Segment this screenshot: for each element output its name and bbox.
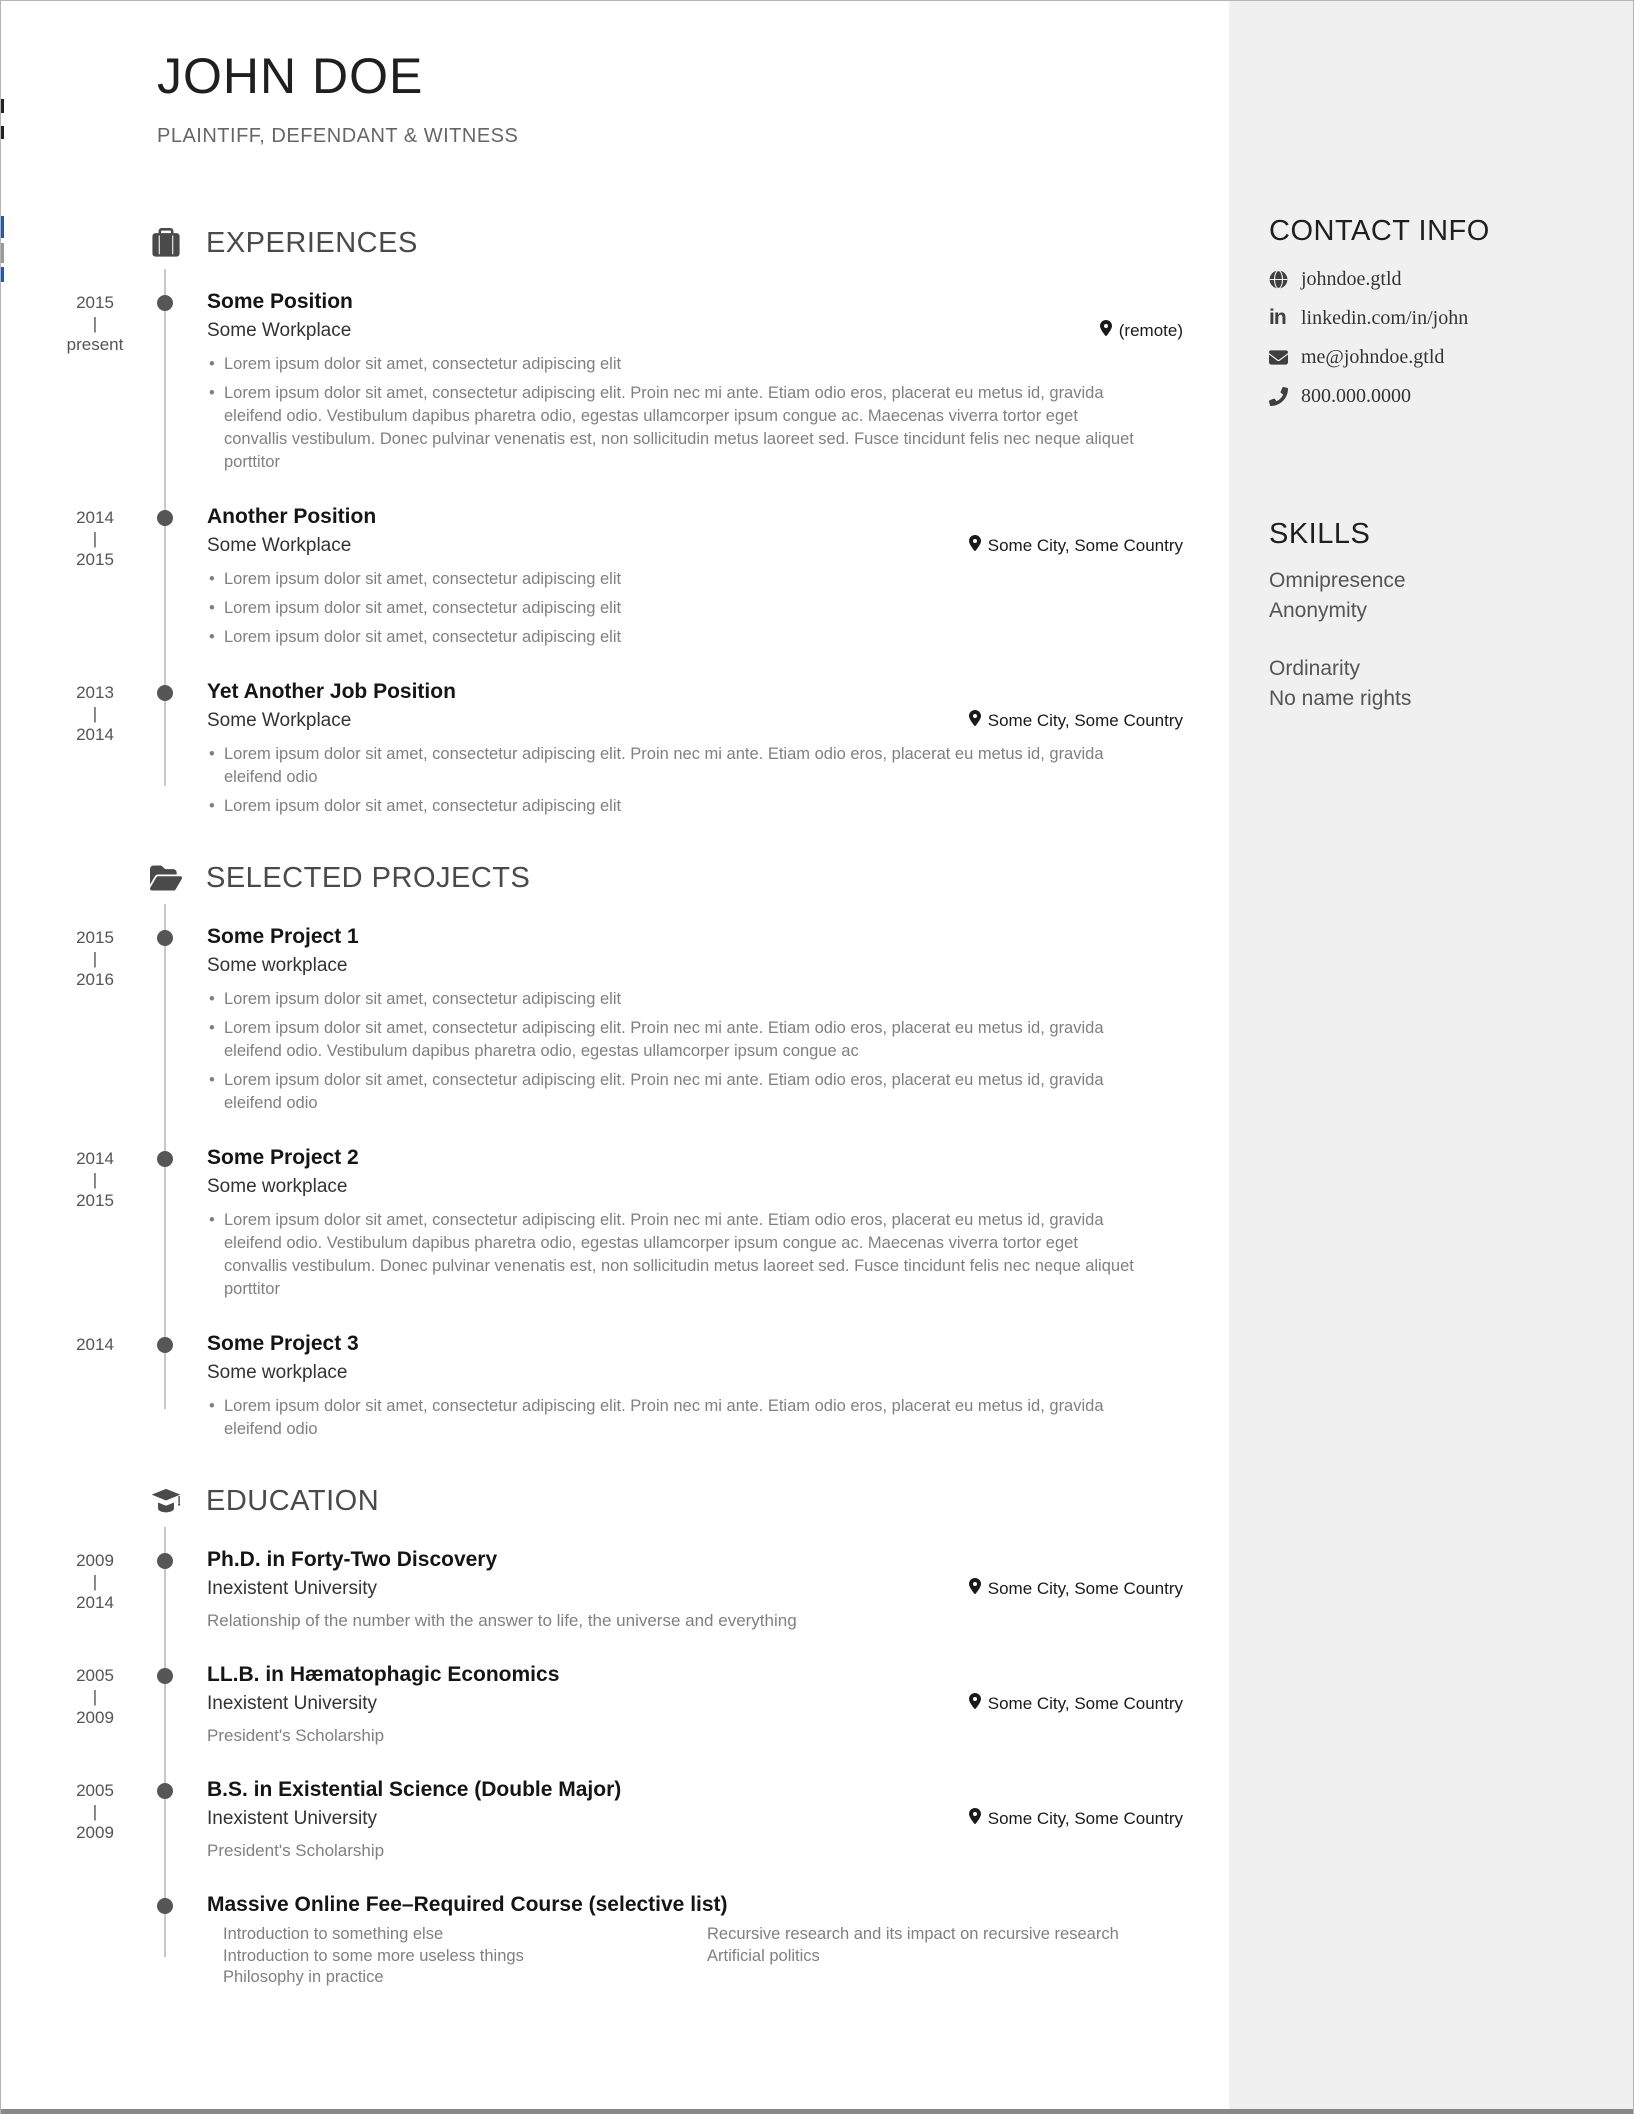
skills-block [1269,516,1603,714]
entry-date: 2014 [76,1593,114,1612]
entry-organization: Some Workplace [207,535,352,556]
entry-bullets [207,1395,1142,1441]
entry-bullets [207,988,1142,1115]
entry-location [969,534,1183,558]
section-header [149,1481,1183,1521]
sidebar [1229,1,1633,2114]
section-education [1,1481,1183,1989]
graduation-cap-icon [149,1484,183,1518]
date-separator: | [92,1802,98,1821]
timeline-entry [1,679,1183,818]
entry-location-text: Some City, Some Country [987,711,1183,730]
map-pin-icon [1100,319,1119,343]
entry-location-text: (remote) [1118,321,1183,340]
entry-date: 2009 [76,1823,114,1842]
entry-location-text: Some City, Some Country [987,1809,1183,1828]
bullet-item: • Lorem ipsum dolor sit amet, consectetur adipiscing elit [207,795,1142,818]
page-bottom-bar [1,2109,1633,2114]
person-tagline: PLAINTIFF, DEFENDANT & WITNESS [157,125,519,147]
entry-title: Yet Another Job Position [207,680,456,703]
date-separator: | [92,1572,98,1591]
skills-list [1269,566,1603,714]
entry-organization: Some workplace [207,955,348,976]
briefcase-icon [149,226,183,260]
section-title: EXPERIENCES [206,226,418,259]
entry-dates [25,682,165,745]
contact-info-title: CONTACT INFO [1269,215,1490,247]
skill-group [1269,566,1603,626]
bullet-item: • Lorem ipsum dolor sit amet, consectetur adipiscing elit. Proin nec mi ante. Etiam odio eros, placerat eu metus id, gravida eleifend odio [207,743,1142,789]
skill-item: Omnipresence [1269,569,1406,592]
timeline-dot [157,295,173,311]
entry-title: LL.B. in Hæmatophagic Economics [207,1663,560,1686]
envelope-icon [1269,347,1293,367]
person-name: JOHN DOE [157,48,424,104]
timeline-entry [1,289,1183,474]
entry-dates [25,292,165,355]
timeline-entry [1,1662,1183,1747]
skill-item: Anonymity [1269,599,1368,622]
bullet-item: • Lorem ipsum dolor sit amet, consectetur adipiscing elit [207,626,1142,649]
entry-title: Some Position [207,290,353,313]
entry-title: Massive Online Fee–Required Course (selective list) [207,1893,728,1916]
entry-date: 2015 [76,1191,114,1210]
entry-bullets [207,568,1142,649]
section-header [149,223,1183,263]
entry-dates [25,1665,165,1728]
entry-location [969,1692,1183,1716]
course-item: Introduction to some more useless things [223,1946,524,1965]
entry-dates [25,507,165,570]
map-pin-icon [969,1807,988,1831]
entry-title: Some Project 2 [207,1146,359,1169]
contact-value: johndoe.gtld [1301,267,1402,290]
bullet-item: • Lorem ipsum dolor sit amet, consectetur adipiscing elit [207,353,1142,376]
globe-icon [1269,269,1293,289]
timeline-entry [1,1892,1183,1989]
skill-item: Ordinarity [1269,657,1361,680]
timeline-entry [1,1331,1183,1441]
timeline-dot [157,1553,173,1569]
contact-value: linkedin.com/in/john [1301,306,1469,329]
entry-date: 2005 [76,1666,114,1685]
map-pin-icon [969,1692,988,1716]
folder-open-icon [149,861,183,895]
bullet-item: • Lorem ipsum dolor sit amet, consectetur adipiscing elit [207,597,1142,620]
main-column [1,1,1231,2019]
course-list [207,1924,1183,1989]
course-item: Artificial politics [707,1946,820,1965]
entry-date: 2015 [76,550,114,569]
section-title: SELECTED PROJECTS [206,861,531,894]
entry-title: Another Position [207,505,377,528]
timeline-dot [157,930,173,946]
course-item: Philosophy in practice [223,1968,384,1986]
timeline-entry [1,1777,1183,1862]
timeline-sections [1,223,1231,1989]
bullet-item: • Lorem ipsum dolor sit amet, consectetur adipiscing elit [207,568,1142,591]
entry-date: 2015 [76,928,114,947]
linkedin-icon: in [1269,306,1286,329]
date-separator: | [92,1687,98,1706]
contact-list [1269,267,1603,408]
contact-item [1269,267,1603,291]
entry-organization: Some workplace [207,1176,348,1197]
entry-location [969,1807,1183,1831]
entry-bullets [207,1209,1142,1301]
entry-note: President's Scholarship [207,1841,385,1860]
course-item: Recursive research and its impact on recursive research [707,1925,1119,1943]
skills-title: SKILLS [1269,518,1371,550]
entry-date: 2014 [76,1335,114,1354]
entry-location [1100,319,1183,343]
entry-bullets [207,743,1142,818]
timeline-entry [1,924,1183,1115]
date-separator: | [92,314,98,333]
contact-item [1269,306,1603,330]
screen-edge-artifact [1,216,4,238]
entry-organization: Inexistent University [207,1693,378,1714]
entry-date: 2014 [76,508,114,527]
screen-edge-artifact [1,267,4,282]
map-pin-icon [969,534,988,558]
section-header [149,858,1183,898]
entry-organization: Some Workplace [207,320,352,341]
entry-organization: Some Workplace [207,710,352,731]
date-separator: | [92,949,98,968]
timeline-entry [1,1145,1183,1301]
entry-date: 2005 [76,1781,114,1800]
contact-value: 800.000.0000 [1301,384,1411,407]
entry-location [969,1577,1183,1601]
date-separator: | [92,529,98,548]
entry-date: 2015 [76,293,114,312]
entry-title: Some Project 1 [207,925,359,948]
timeline-dot [157,1668,173,1684]
timeline-dot [157,1337,173,1353]
section-experiences [1,223,1183,818]
entry-date: 2009 [76,1708,114,1727]
resume-header [1,1,1231,149]
timeline-dot [157,1898,173,1914]
entry-location-text: Some City, Some Country [987,536,1183,555]
entry-title: Some Project 3 [207,1332,359,1355]
entry-organization: Some workplace [207,1362,348,1383]
entry-dates [25,1780,165,1843]
bullet-item: • Lorem ipsum dolor sit amet, consectetur adipiscing elit. Proin nec mi ante. Etiam odio eros, placerat eu metus id, gravida eleifend odio. Vestibulum dapibus pharetra odio, egestas ullamcorper ipsum congue ac. Maecenas viverra tortor eget convallis vestibulum. Donec pulvinar venenatis est, non sollicitudin metus laoreet sed. Fusce tincidunt felis nec neque aliquet porttitor [207,382,1142,474]
bullet-item: • Lorem ipsum dolor sit amet, consectetur adipiscing elit. Proin nec mi ante. Etiam odio eros, placerat eu metus id, gravida eleifend odio [207,1069,1142,1115]
bullet-item: • Lorem ipsum dolor sit amet, consectetur adipiscing elit. Proin nec mi ante. Etiam odio eros, placerat eu metus id, gravida eleifend odio [207,1395,1142,1441]
contact-item [1269,384,1603,408]
timeline-dot [157,685,173,701]
screen-edge-artifact [1,126,4,139]
entry-title: B.S. in Existential Science (Double Major) [207,1778,622,1801]
entry-date: present [66,335,124,354]
map-pin-icon [969,709,988,733]
entry-location [969,709,1183,733]
entry-dates [25,1550,165,1613]
date-separator: | [92,1170,98,1189]
skill-item: No name rights [1269,687,1412,710]
map-pin-icon [969,1577,988,1601]
date-separator: | [92,704,98,723]
timeline-dot [157,510,173,526]
screen-edge-artifact [1,243,4,263]
phone-icon [1269,386,1293,406]
entry-location-text: Some City, Some Country [987,1694,1183,1713]
entry-date: 2013 [76,683,114,702]
contact-item [1269,345,1603,369]
entry-organization: Inexistent University [207,1808,378,1829]
bullet-item: • Lorem ipsum dolor sit amet, consectetur adipiscing elit. Proin nec mi ante. Etiam odio eros, placerat eu metus id, gravida eleifend odio. Vestibulum dapibus pharetra odio, egestas ullamcorper ipsum congue ac. Maecenas viverra tortor eget convallis vestibulum. Donec pulvinar venenatis est, non sollicitudin metus laoreet sed. Fusce tincidunt felis nec neque aliquet porttitor [207,1209,1142,1301]
entry-dates [25,1148,165,1211]
timeline-dot [157,1783,173,1799]
entry-date: 2016 [76,970,114,989]
bullet-item: • Lorem ipsum dolor sit amet, consectetur adipiscing elit [207,988,1142,1011]
entry-bullets [207,353,1142,474]
entry-dates [25,927,165,990]
entry-date: 2014 [76,1149,114,1168]
entry-location-text: Some City, Some Country [987,1579,1183,1598]
entry-dates [25,1334,165,1355]
timeline-dot [157,1151,173,1167]
section-title: EDUCATION [206,1484,380,1517]
timeline-entry [1,504,1183,649]
entry-date: 2014 [76,725,114,744]
section-projects [1,858,1183,1441]
entry-date: 2009 [76,1551,114,1570]
entry-note: Relationship of the number with the answer to life, the universe and everything [207,1611,797,1630]
entry-note: President's Scholarship [207,1726,385,1745]
timeline-entry [1,1547,1183,1632]
bullet-item: • Lorem ipsum dolor sit amet, consectetur adipiscing elit. Proin nec mi ante. Etiam odio eros, placerat eu metus id, gravida eleifend odio. Vestibulum dapibus pharetra odio, egestas ullamcorper ipsum congue ac [207,1017,1142,1063]
skill-group [1269,654,1603,714]
entry-organization: Inexistent University [207,1578,378,1599]
course-item: Introduction to something else [223,1925,444,1943]
entry-title: Ph.D. in Forty-Two Discovery [207,1548,498,1571]
screen-edge-artifact [1,99,4,113]
contact-value: me@johndoe.gtld [1301,345,1445,368]
